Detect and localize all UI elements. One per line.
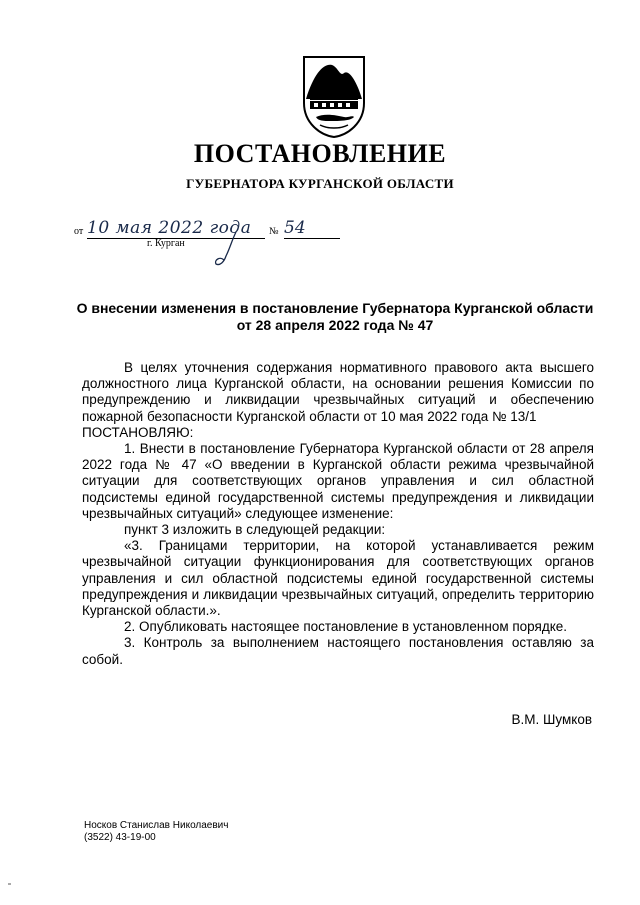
number-prefix: № — [269, 226, 279, 237]
heading-line-2: от 28 апреля 2022 года № 47 — [236, 317, 434, 333]
city-label: г. Курган — [147, 238, 185, 249]
handwriting-stroke-icon — [212, 230, 242, 268]
coat-of-arms-icon — [300, 55, 368, 139]
paragraph-item-1: 1. Внести в постановление Губернатора Курганской области от 28 апреля 2022 года № 47 «О введении в Курганской области режима чрезвычайной ситуации для соответствующих органов управления и сил областной подсистемы единой государственной системы предупреждения и ликвидации чрезвычайных ситуаций» следующее изменение: — [82, 441, 594, 521]
signer-name: В.М. Шумков — [511, 712, 592, 727]
date-prefix: от — [74, 226, 84, 237]
paragraph-item-3: 3. Контроль за выполнением настоящего постановления оставляю за собой. — [82, 635, 594, 667]
paragraph-item-1-quote: «3. Границами территории, на которой устанавливается режим чрезвычайной ситуации функционирования для соответствующих органов управления и сил областной подсистемы единой государственной системы предупреждения и ликвидации чрезвычайных ситуаций, определить территорию Курганской области.». — [82, 538, 594, 619]
paragraph-item-2: 2. Опубликовать настоящее постановление в установленном порядке. — [124, 619, 568, 635]
date-number-line — [74, 218, 344, 240]
paragraph-resolve: ПОСТАНОВЛЯЮ: — [82, 424, 194, 440]
document-subtitle: ГУБЕРНАТОРА КУРГАНСКОЙ ОБЛАСТИ — [186, 176, 454, 191]
executor-block — [84, 820, 228, 844]
document-body — [82, 360, 594, 668]
scan-artifact — [8, 883, 11, 885]
handwritten-number: 54 — [284, 218, 340, 239]
executor-name: Носков Станислав Николаевич — [84, 820, 229, 831]
document-title: ПОСТАНОВЛЕНИЕ — [193, 139, 447, 168]
handwritten-date: 10 мая 2022 года — [87, 218, 265, 239]
executor-phone: (3522) 43-19-00 — [84, 832, 156, 843]
heading-line-1: О внесении изменения в постановление Губернатора Курганской области — [76, 300, 594, 316]
paragraph-preamble: В целях уточнения содержания нормативного правового акта высшего должностного лица Курганской области, на основании решения Комиссии по предупреждению и ликвидации чрезвычайных ситуаций и обеспечению пожарной безопасности Курганской области от 10 мая 2022 года № 13/1 — [82, 360, 594, 424]
document-heading — [70, 300, 600, 334]
paragraph-item-1-subpoint: пункт 3 изложить в следующей редакции: — [124, 522, 386, 538]
